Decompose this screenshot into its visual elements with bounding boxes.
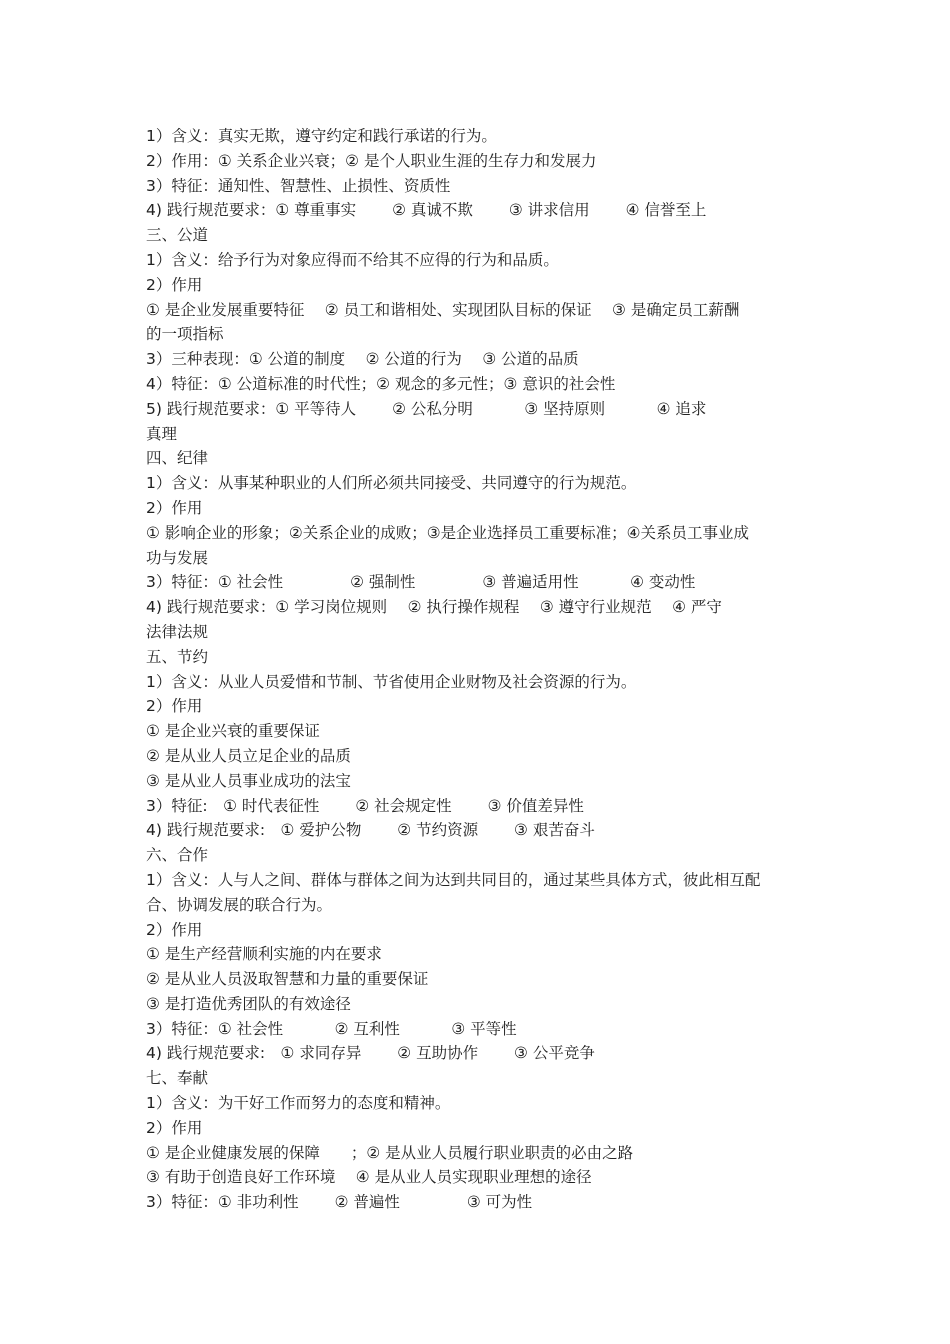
text-line: 2）作用 bbox=[146, 498, 203, 517]
text-line: 2）作用 bbox=[146, 697, 203, 716]
text-line: 3）特征: ① 时代表征性 ② 社会规定性 ③ 价值差异性 bbox=[146, 796, 584, 815]
text-line: ① 是企业发展重要特征 ② 员工和谐相处、实现团队目标的保证 ③ 是确定员工薪酬 bbox=[146, 300, 740, 319]
text-line: ③ 有助于创造良好工作环境 ④ 是从业人员实现职业理想的途径 bbox=[146, 1168, 592, 1187]
section-heading: 四、纪律 bbox=[146, 449, 209, 468]
text-line: ③ 是从业人员事业成功的法宝 bbox=[146, 771, 351, 790]
text-line: 1）含义：真实无欺，遵守约定和践行承诺的行为。 bbox=[146, 127, 497, 145]
text-line: ② 是从业人员立足企业的品质 bbox=[146, 746, 351, 765]
text-line: 1）含义：从业人员爱惜和节制、节省使用企业财物及社会资源的行为。 bbox=[146, 672, 637, 691]
text-line: 真理 bbox=[146, 424, 178, 443]
text-line: 3）特征：通知性、智慧性、止损性、资质性 bbox=[146, 176, 451, 195]
text-line: 的一项指标 bbox=[146, 325, 224, 344]
section-heading: 六、合作 bbox=[146, 846, 209, 865]
text-line: 5) 践行规范要求：① 平等待人 ② 公私分明 ③ 坚持原则 ④ 追求 bbox=[146, 399, 707, 418]
text-line: 2）作用 bbox=[146, 275, 203, 294]
text-line: 3）三种表现：① 公道的制度 ② 公道的行为 ③ 公道的品质 bbox=[146, 350, 579, 369]
text-line: 4) 践行规范要求：① 学习岗位规则 ② 执行操作规程 ③ 遵守行业规范 ④ 严守 bbox=[146, 598, 722, 617]
text-line: ① 影响企业的形象；②关系企业的成败；③是企业选择员工重要标准；④关系员工事业成 bbox=[146, 523, 750, 542]
text-line: ② 是从业人员汲取智慧和力量的重要保证 bbox=[146, 970, 429, 989]
text-line: ① 是企业健康发展的保障 ；② 是从业人员履行职业职责的必由之路 bbox=[146, 1143, 634, 1162]
section-heading: 三、公道 bbox=[146, 226, 209, 245]
text-line: 4）特征：① 公道标准的时代性；② 观念的多元性；③ 意识的社会性 bbox=[146, 374, 616, 393]
section-heading: 七、奉献 bbox=[146, 1069, 209, 1088]
text-line: 4) 践行规范要求: ① 爱护公物 ② 节约资源 ③ 艰苦奋斗 bbox=[146, 821, 595, 840]
text-line: 4) 践行规范要求: ① 求同存异 ② 互助协作 ③ 公平竞争 bbox=[146, 1044, 595, 1063]
text-line: ③ 是打造优秀团队的有效途径 bbox=[146, 994, 351, 1013]
text-line: 1）含义：给予行为对象应得而不给其不应得的行为和品质。 bbox=[146, 250, 559, 269]
text-line: 2）作用 bbox=[146, 1118, 203, 1137]
text-line: 2）作用：① 关系企业兴衰；② 是个人职业生涯的生存力和发展力 bbox=[146, 151, 597, 170]
text-line: 1）含义：从事某种职业的人们所必须共同接受、共同遵守的行为规范。 bbox=[146, 474, 637, 493]
text-line: 4) 践行规范要求：① 尊重事实 ② 真诚不欺 ③ 讲求信用 ④ 信誉至上 bbox=[146, 201, 707, 220]
text-line: 功与发展 bbox=[146, 548, 209, 567]
text-line: ① 是企业兴衰的重要保证 bbox=[146, 722, 320, 741]
text-line: 3）特征：① 社会性 ② 强制性 ③ 普遍适用性 ④ 变动性 bbox=[146, 573, 696, 592]
text-line: 3）特征：① 社会性 ② 互利性 ③ 平等性 bbox=[146, 1019, 517, 1038]
text-line: 合、协调发展的联合行为。 bbox=[146, 895, 333, 914]
section-heading: 五、节约 bbox=[146, 647, 209, 666]
text-line: 2）作用 bbox=[146, 920, 203, 939]
text-line: 法律法规 bbox=[146, 622, 209, 641]
text-line: ① 是生产经营顺利实施的内在要求 bbox=[146, 945, 382, 964]
text-line: 1）含义：人与人之间、群体与群体之间为达到共同目的，通过某些具体方式，彼此相互配 bbox=[146, 870, 761, 889]
text-line: 1）含义：为干好工作而努力的态度和精神。 bbox=[146, 1094, 451, 1113]
text-line: 3）特征：① 非功利性 ② 普遍性 ③ 可为性 bbox=[146, 1193, 533, 1212]
